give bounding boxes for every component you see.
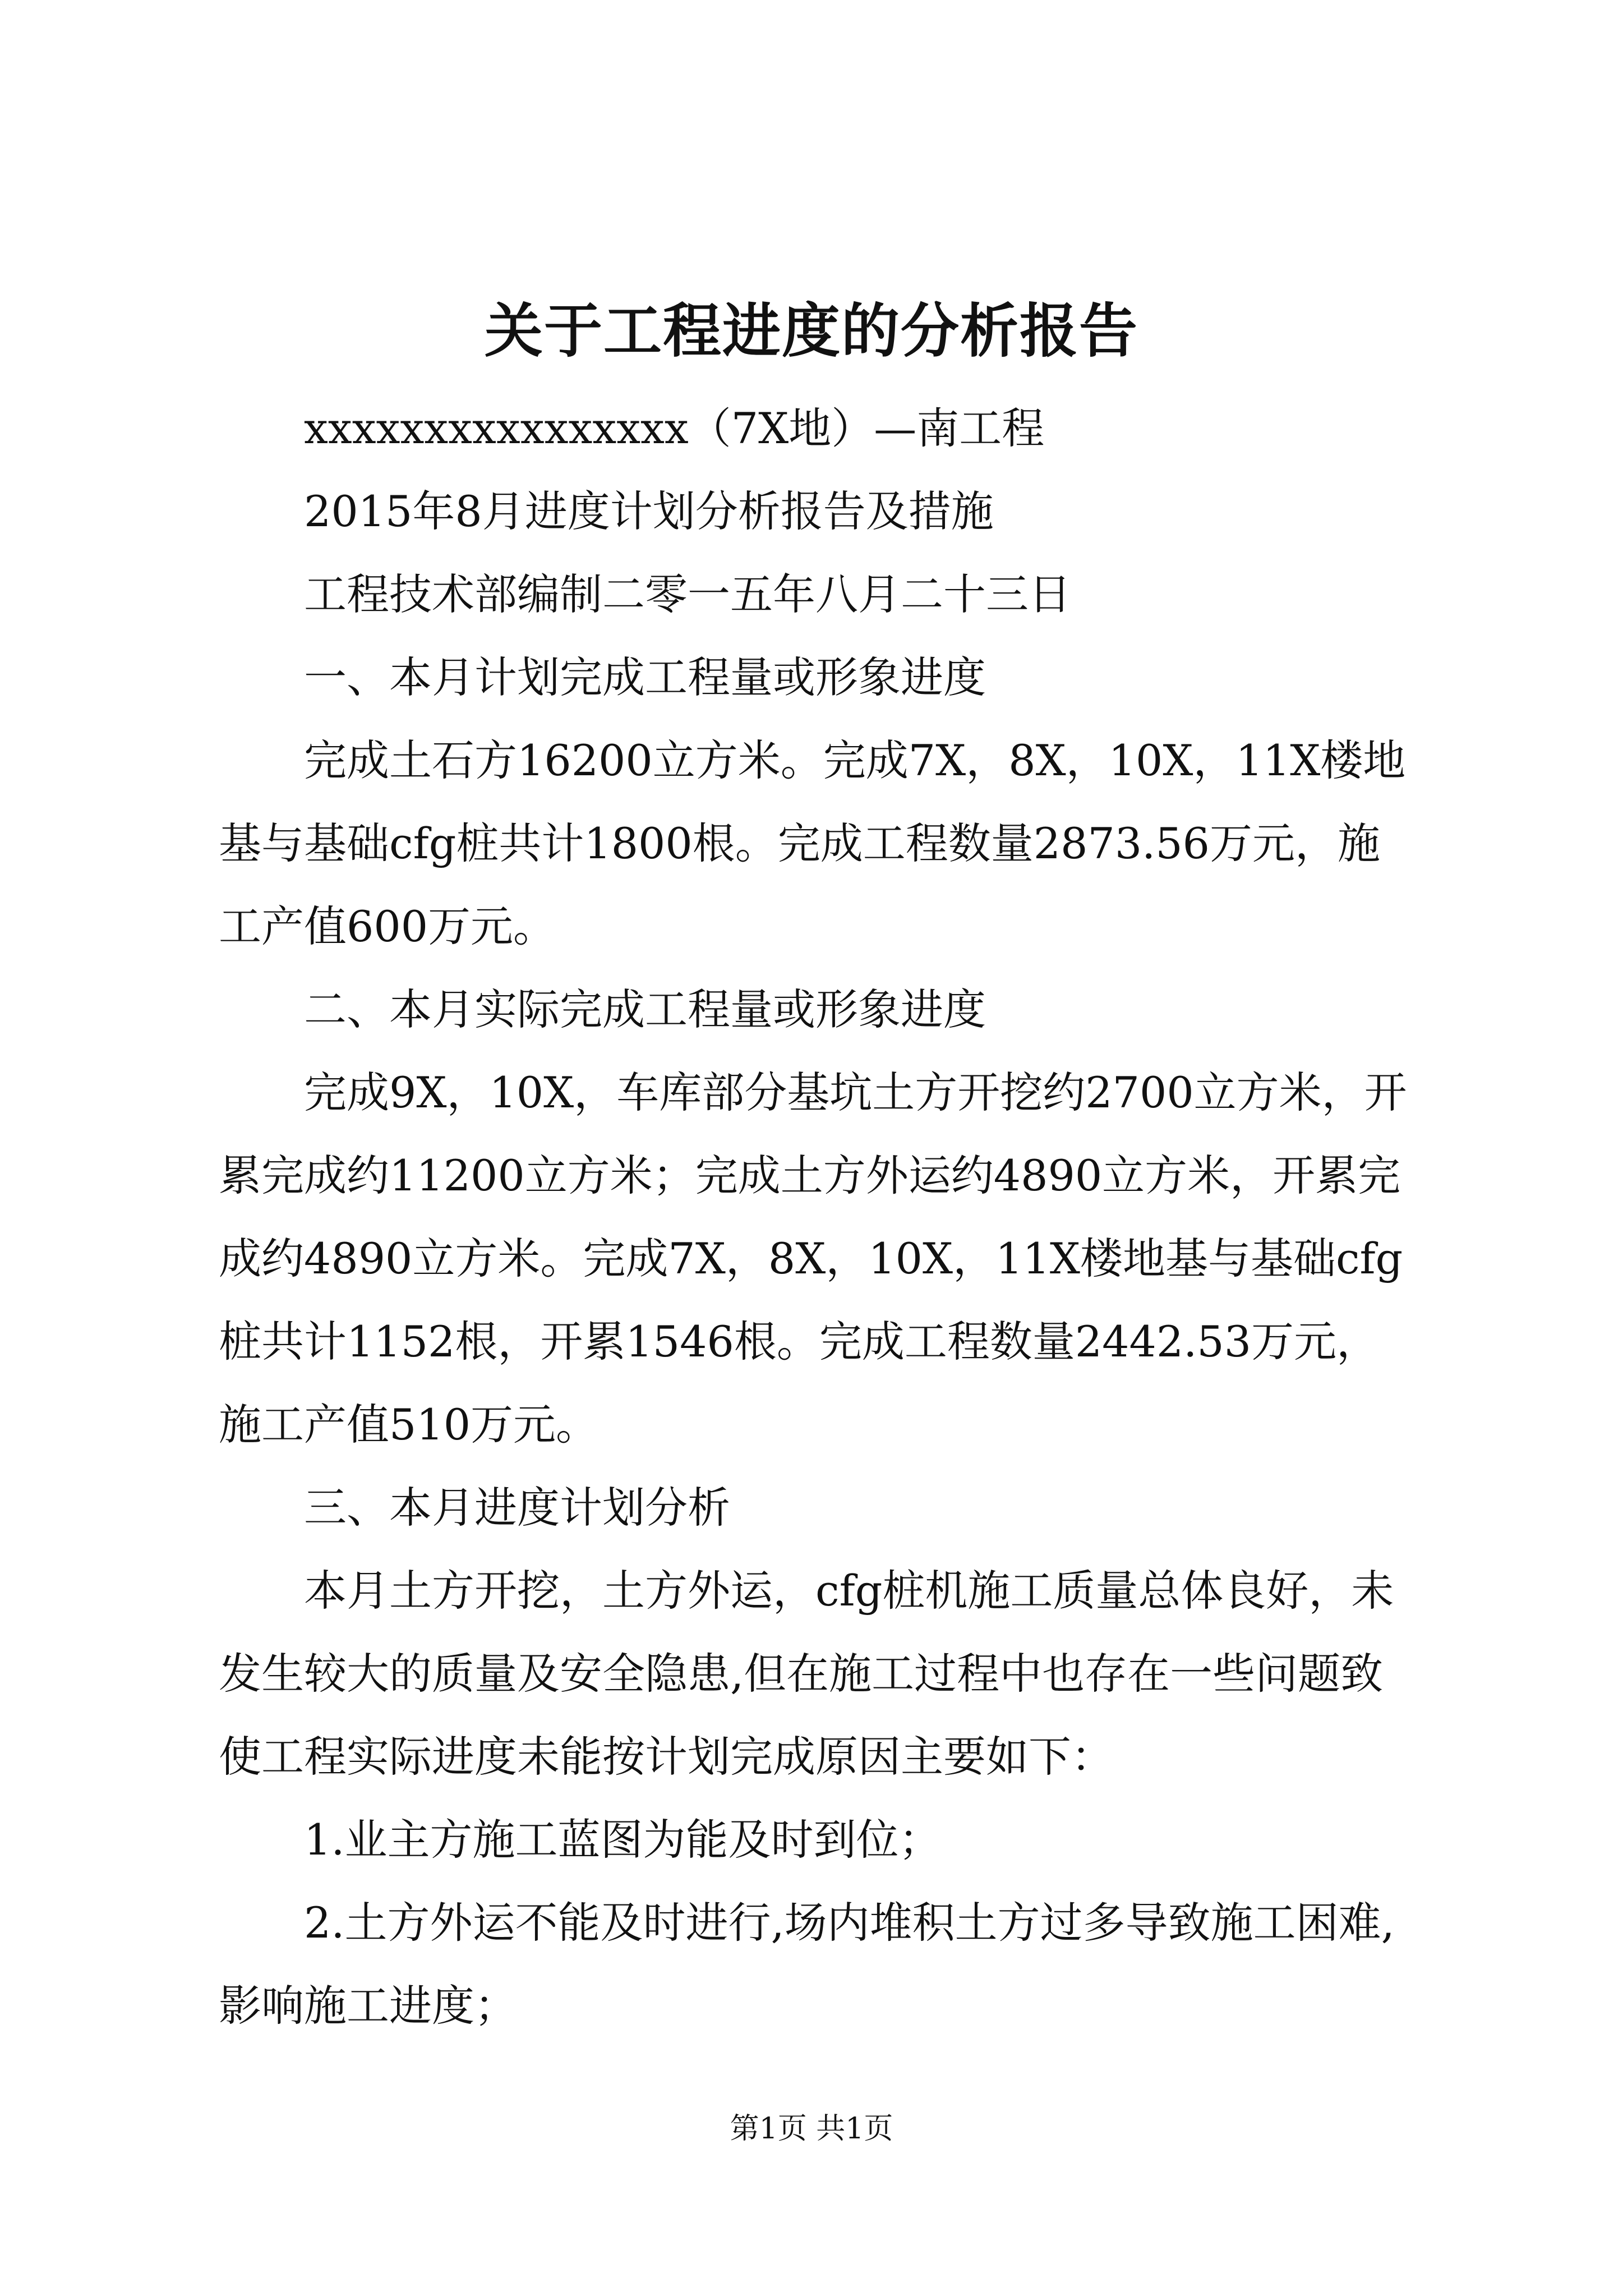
section-heading-3: 三、本月进度计划分析 bbox=[304, 1483, 730, 1533]
section-heading-1: 一、本月计划完成工程量或形象进度 bbox=[304, 652, 986, 702]
planned-work-paragraph: 完成土石方16200立方米。完成7X，8X，10X，11X楼地基与基础cfg桩共计1800根。完成工程数量2873.56万元，施工产值600万元。 bbox=[219, 735, 1406, 951]
author-date-line: 工程技术部编制二零一五年八月二十三日 bbox=[304, 569, 1071, 619]
section-heading-2: 二、本月实际完成工程量或形象进度 bbox=[304, 984, 986, 1034]
analysis-paragraph: 本月土方开挖，土方外运，cfg桩机施工质量总体良好，未发生较大的质量及安全隐患,但在施工过程中也存在一些问题致使工程实际进度未能按计划完成原因主要如下： bbox=[219, 1566, 1394, 1782]
project-name-line: xxxxxxxxxxxxxxxx（7X地）—南工程 bbox=[304, 403, 1045, 453]
document-title: 关于工程进度的分析报告 bbox=[484, 296, 1138, 365]
reason-item-2: 2.土方外运不能及时进行,场内堆积土方过多导致施工困难,影响施工进度； bbox=[219, 1898, 1395, 2031]
reason-item-1: 1.业主方施工蓝图为能及时到位； bbox=[304, 1815, 942, 1865]
actual-work-paragraph: 完成9X，10X，车库部分基坑土方开挖约2700立方米，开累完成约11200立方米；完成土方外运约4890立方米，开累完成约4890立方米。完成7X，8X，10X，11X楼地基与基础cfg桩共计1152根，开累1546根。完成工程数量2442.53万元，施工产值510万元。 bbox=[219, 1068, 1407, 1450]
report-subtitle-line: 2015年8月进度计划分析报告及措施 bbox=[304, 486, 994, 536]
page-footer: 第1页 共1页 bbox=[730, 2112, 893, 2146]
document-body bbox=[219, 387, 1413, 2047]
